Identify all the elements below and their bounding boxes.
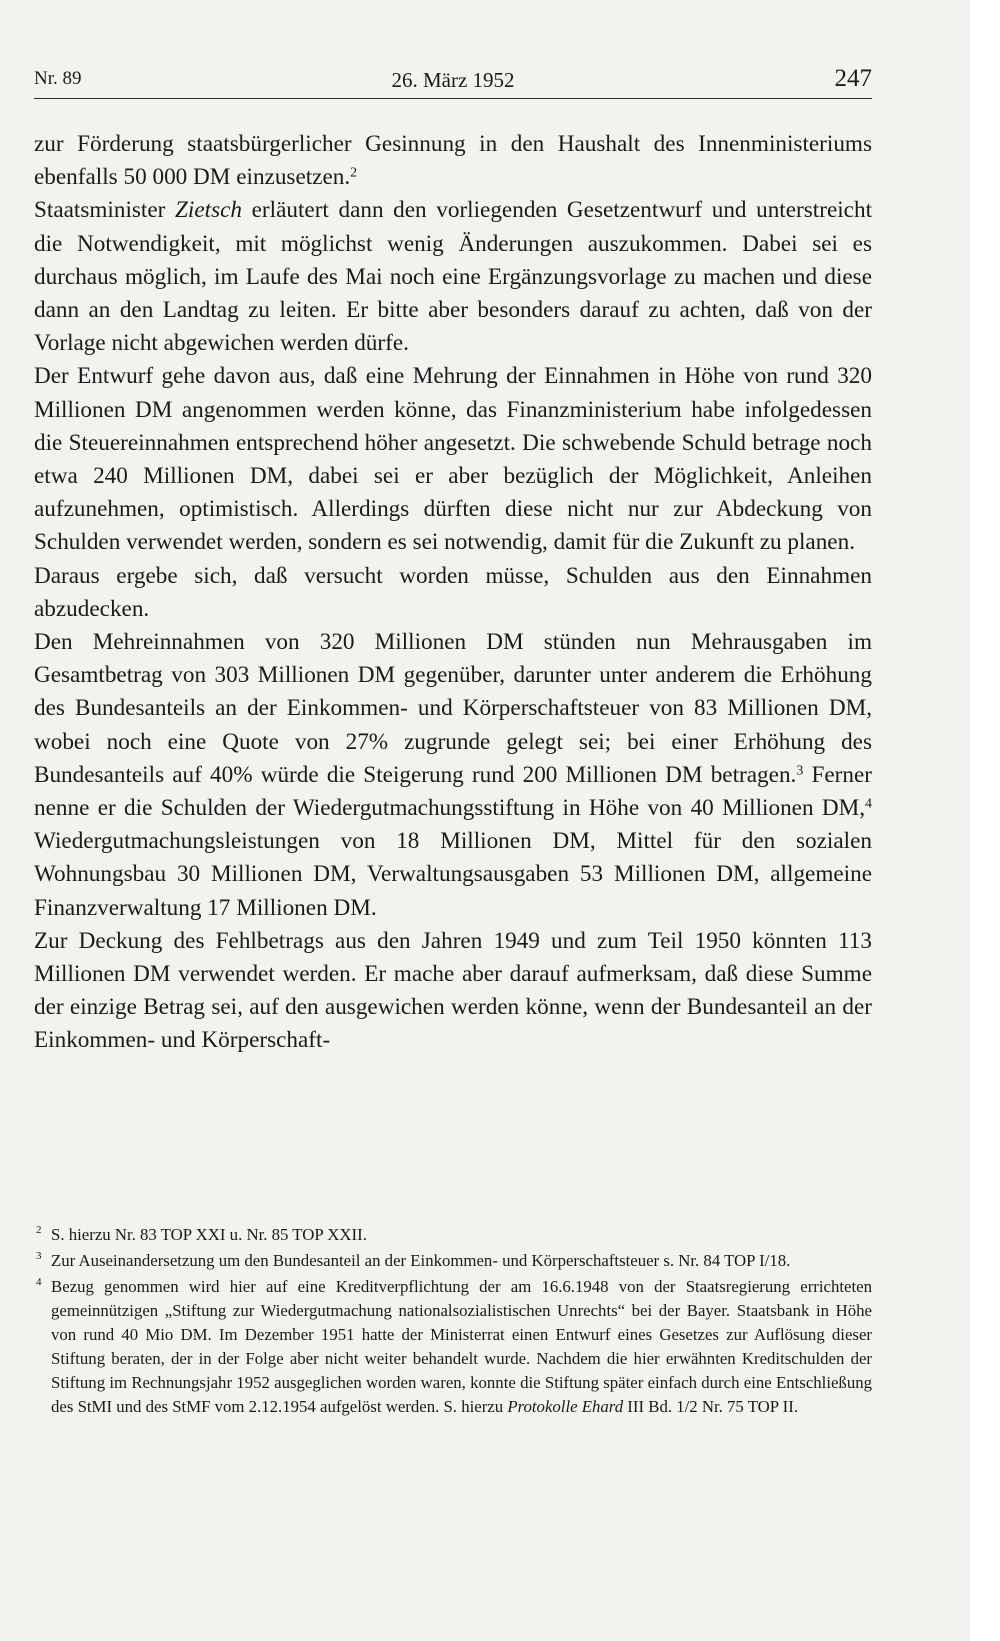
- paragraph: Den Mehreinnahmen von 320 Millionen DM stünden nun Mehrausgaben im Gesamtbetrag von 303 Millionen DM gegenüber, darunter unter anderem die Erhöhung des Bundesanteils an der Einkommen- und Körperschaftsteuer von 83 Millionen DM, wobei noch eine Quote von 27% zugrunde gelegt sei; bei einer Erhöhung des Bundesanteils auf 40% würde die Steigerung rund 200 Millionen DM betragen.$^3$ Ferner nenne er die Schulden der Wiedergutmachungsstiftung in Höhe von 40 Millionen DM,$^4$ Wiedergutmachungsleistungen von 18 Millionen DM, Mittel für den sozialen Wohnungsbau 30 Millionen DM, Verwaltungsausgaben 53 Millionen DM, allgemeine Finanzverwaltung 17 Millionen DM.: [34, 629, 872, 921]
- main-text: [34, 128, 872, 1058]
- footnote-ref-4[interactable]: 4: [865, 796, 872, 812]
- paragraph: Der Entwurf gehe davon aus, daß eine Mehrung der Einnahmen in Höhe von rund 320 Millionen DM angenommen werden könne, das Finanzministerium habe infolgedessen die Steuereinnahmen entsprechend höher angesetzt. Die schwebende Schuld betrage noch etwa 240 Millionen DM, dabei sei er aber bezüglich der Möglichkeit, Anleihen aufzunehmen, optimistisch. Allerdings dürften diese nicht nur zur Abdeckung von Schulden verwendet werden, sondern es sei notwendig, damit für die Zukunft zu planen.: [34, 363, 872, 556]
- scan-margin: [970, 0, 1000, 1641]
- paragraph: Zur Deckung des Fehlbetrags aus den Jahren 1949 und zum Teil 1950 könnten 113 Millionen DM verwendet werden. Er mache aber darauf aufmerksam, daß diese Summe der einzige Betrag sei, auf den ausgewichen werden könne, wenn der Bundesanteil an der Einkommen- und Körperschaft-: [34, 927, 872, 1054]
- footnote-ref-2[interactable]: 2: [350, 165, 358, 181]
- footnote-2: 2 S. hierzu Nr. 83 TOP XXI u. Nr. 85 TOP XXII.: [34, 1223, 872, 1247]
- footnote-ref-3[interactable]: 3: [796, 763, 804, 779]
- paragraph: zur Förderung staatsbürgerlicher Gesinnung in den Haushalt des Innenministeriums ebenfalls 50 000 DM einzusetzen.$^2$: [34, 131, 872, 191]
- footnotes: [34, 1223, 872, 1421]
- footnote-number: 2: [36, 1224, 42, 1236]
- footnote-3: 3 Zur Auseinandersetzung um den Bundesanteil an der Einkommen- und Körperschaftsteuer s. Nr. 84 TOP I/18.: [34, 1249, 872, 1273]
- running-header: [34, 65, 872, 99]
- footnote-number: 4: [36, 1276, 42, 1288]
- footnote-number: 3: [36, 1250, 42, 1262]
- page-number: 247: [834, 65, 872, 92]
- cited-work-title: Protokolle Ehard: [507, 1397, 624, 1416]
- document-number: Nr. 89: [34, 68, 82, 89]
- paragraph: Staatsminister Zietsch erläutert dann den vorliegenden Gesetzentwurf und unterstreicht die Notwendigkeit, mit möglichst wenig Änderungen auszukommen. Dabei sei es durchaus möglich, im Laufe des Mai noch eine Ergänzungsvorlage zu machen und diese dann an den Landtag zu leiten. Er bitte aber besonders darauf zu achten, daß von der Vorlage nicht abgewichen werden dürfe.: [34, 197, 873, 357]
- header-date: 26. März 1952: [391, 68, 515, 92]
- speaker-name: Zietsch: [175, 197, 242, 224]
- footnote-4: 4 Bezug genommen wird hier auf eine Kreditverpflichtung der am 16.6.1948 von der Staatsregierung errichteten gemeinnützigen „Stiftung zur Wiedergutmachung nationalsozialistischen Unrechts“ bei der Bayer. Staatsbank in Höhe von rund 40 Mio DM. Im Dezember 1951 hatte der Ministerrat einen Entwurf eines Gesetzes zur Auflösung dieser Stiftung beraten, der in der Folge aber nicht weiter behandelt wurde. Nachdem die hier erwähnten Kreditschulden der Stiftung im Rechnungsjahr 1952 ausgeglichen worden waren, konnte die Stiftung später einfach durch eine Entschließung des StMI und des StMF vom 2.12.1954 aufgelöst werden. S. hierzu Protokolle Ehard III Bd. 1/2 Nr. 75 TOP II.: [34, 1275, 872, 1419]
- paragraph: Daraus ergebe sich, daß versucht worden müsse, Schulden aus den Einnahmen abzudecken.: [34, 562, 872, 622]
